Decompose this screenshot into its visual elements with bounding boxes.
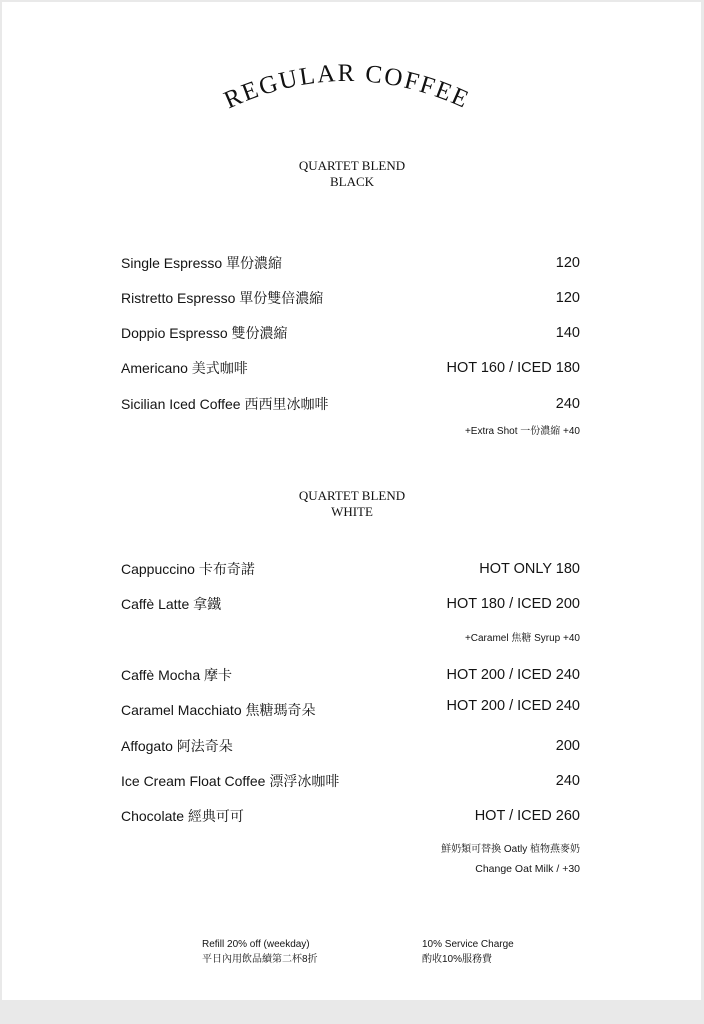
menu-item-name: Americano 美式咖啡	[121, 360, 248, 376]
menu-item-price: 120	[555, 255, 580, 271]
menu-item-name: Doppio Espresso 雙份濃縮	[121, 325, 288, 341]
milk-note-en: Change Oat Milk / +30	[475, 863, 580, 875]
menu-item-price: 120	[555, 290, 580, 306]
addon-note: +Caramel 焦糖 Syrup +40	[464, 633, 580, 644]
section-heading-white	[0, 488, 704, 520]
menu-item-name: Cappuccino 卡布奇諾	[121, 561, 255, 577]
menu-item-name: Caffè Mocha 摩卡	[121, 667, 233, 683]
menu-item-name: Caramel Macchiato 焦糖瑪奇朵	[121, 702, 316, 718]
menu-item-price: HOT 200 / ICED 240	[446, 698, 580, 714]
menu-item-price: 140	[555, 325, 580, 341]
service-charge-note	[422, 937, 514, 967]
menu-title	[0, 0, 704, 140]
service-charge-en: 10% Service Charge	[422, 939, 514, 950]
menu-item-name: Ice Cream Float Coffee 漂浮冰咖啡	[121, 773, 340, 789]
menu-item-name: Chocolate 經典可可	[121, 808, 244, 824]
menu-item-name: Sicilian Iced Coffee 西西里冰咖啡	[121, 396, 329, 412]
menu-item-price: 240	[555, 396, 580, 412]
menu-item-name: Ristretto Espresso 單份雙倍濃縮	[121, 290, 324, 306]
refill-note	[202, 937, 318, 967]
menu-item-name: Caffè Latte 拿鐵	[121, 596, 222, 612]
menu-item-price: HOT 180 / ICED 200	[446, 596, 580, 612]
refill-note-zh: 平日內用飲品續第二杯8折	[202, 954, 318, 965]
section-heading-line2: BLACK	[329, 174, 375, 189]
menu-title-text: REGULAR COFFEE	[220, 59, 474, 115]
menu-item-price: HOT 200 / ICED 240	[446, 667, 580, 683]
section-heading-black	[0, 158, 704, 190]
section-heading-line1: QUARTET BLEND	[298, 158, 406, 173]
milk-note-zh: 鮮奶類可替換 Oatly 植物燕麥奶	[441, 844, 580, 855]
menu-item-name: Single Espresso 單份濃縮	[121, 255, 283, 271]
menu-item-price: 240	[555, 773, 580, 789]
refill-note-en: Refill 20% off (weekday)	[202, 939, 310, 950]
menu-item-price: HOT ONLY 180	[479, 561, 580, 577]
menu-item-price: HOT 160 / ICED 180	[446, 360, 580, 376]
menu-item-price: HOT / ICED 260	[474, 808, 580, 824]
addon-note: +Extra Shot 一份濃縮 +40	[464, 426, 580, 437]
section-heading-line1: QUARTET BLEND	[298, 488, 406, 503]
section-heading-line2: WHITE	[331, 504, 373, 519]
menu-item-price: 200	[555, 738, 580, 754]
menu-item-name: Affogato 阿法奇朵	[121, 738, 233, 754]
service-charge-zh: 酌收10%服務費	[422, 954, 493, 965]
